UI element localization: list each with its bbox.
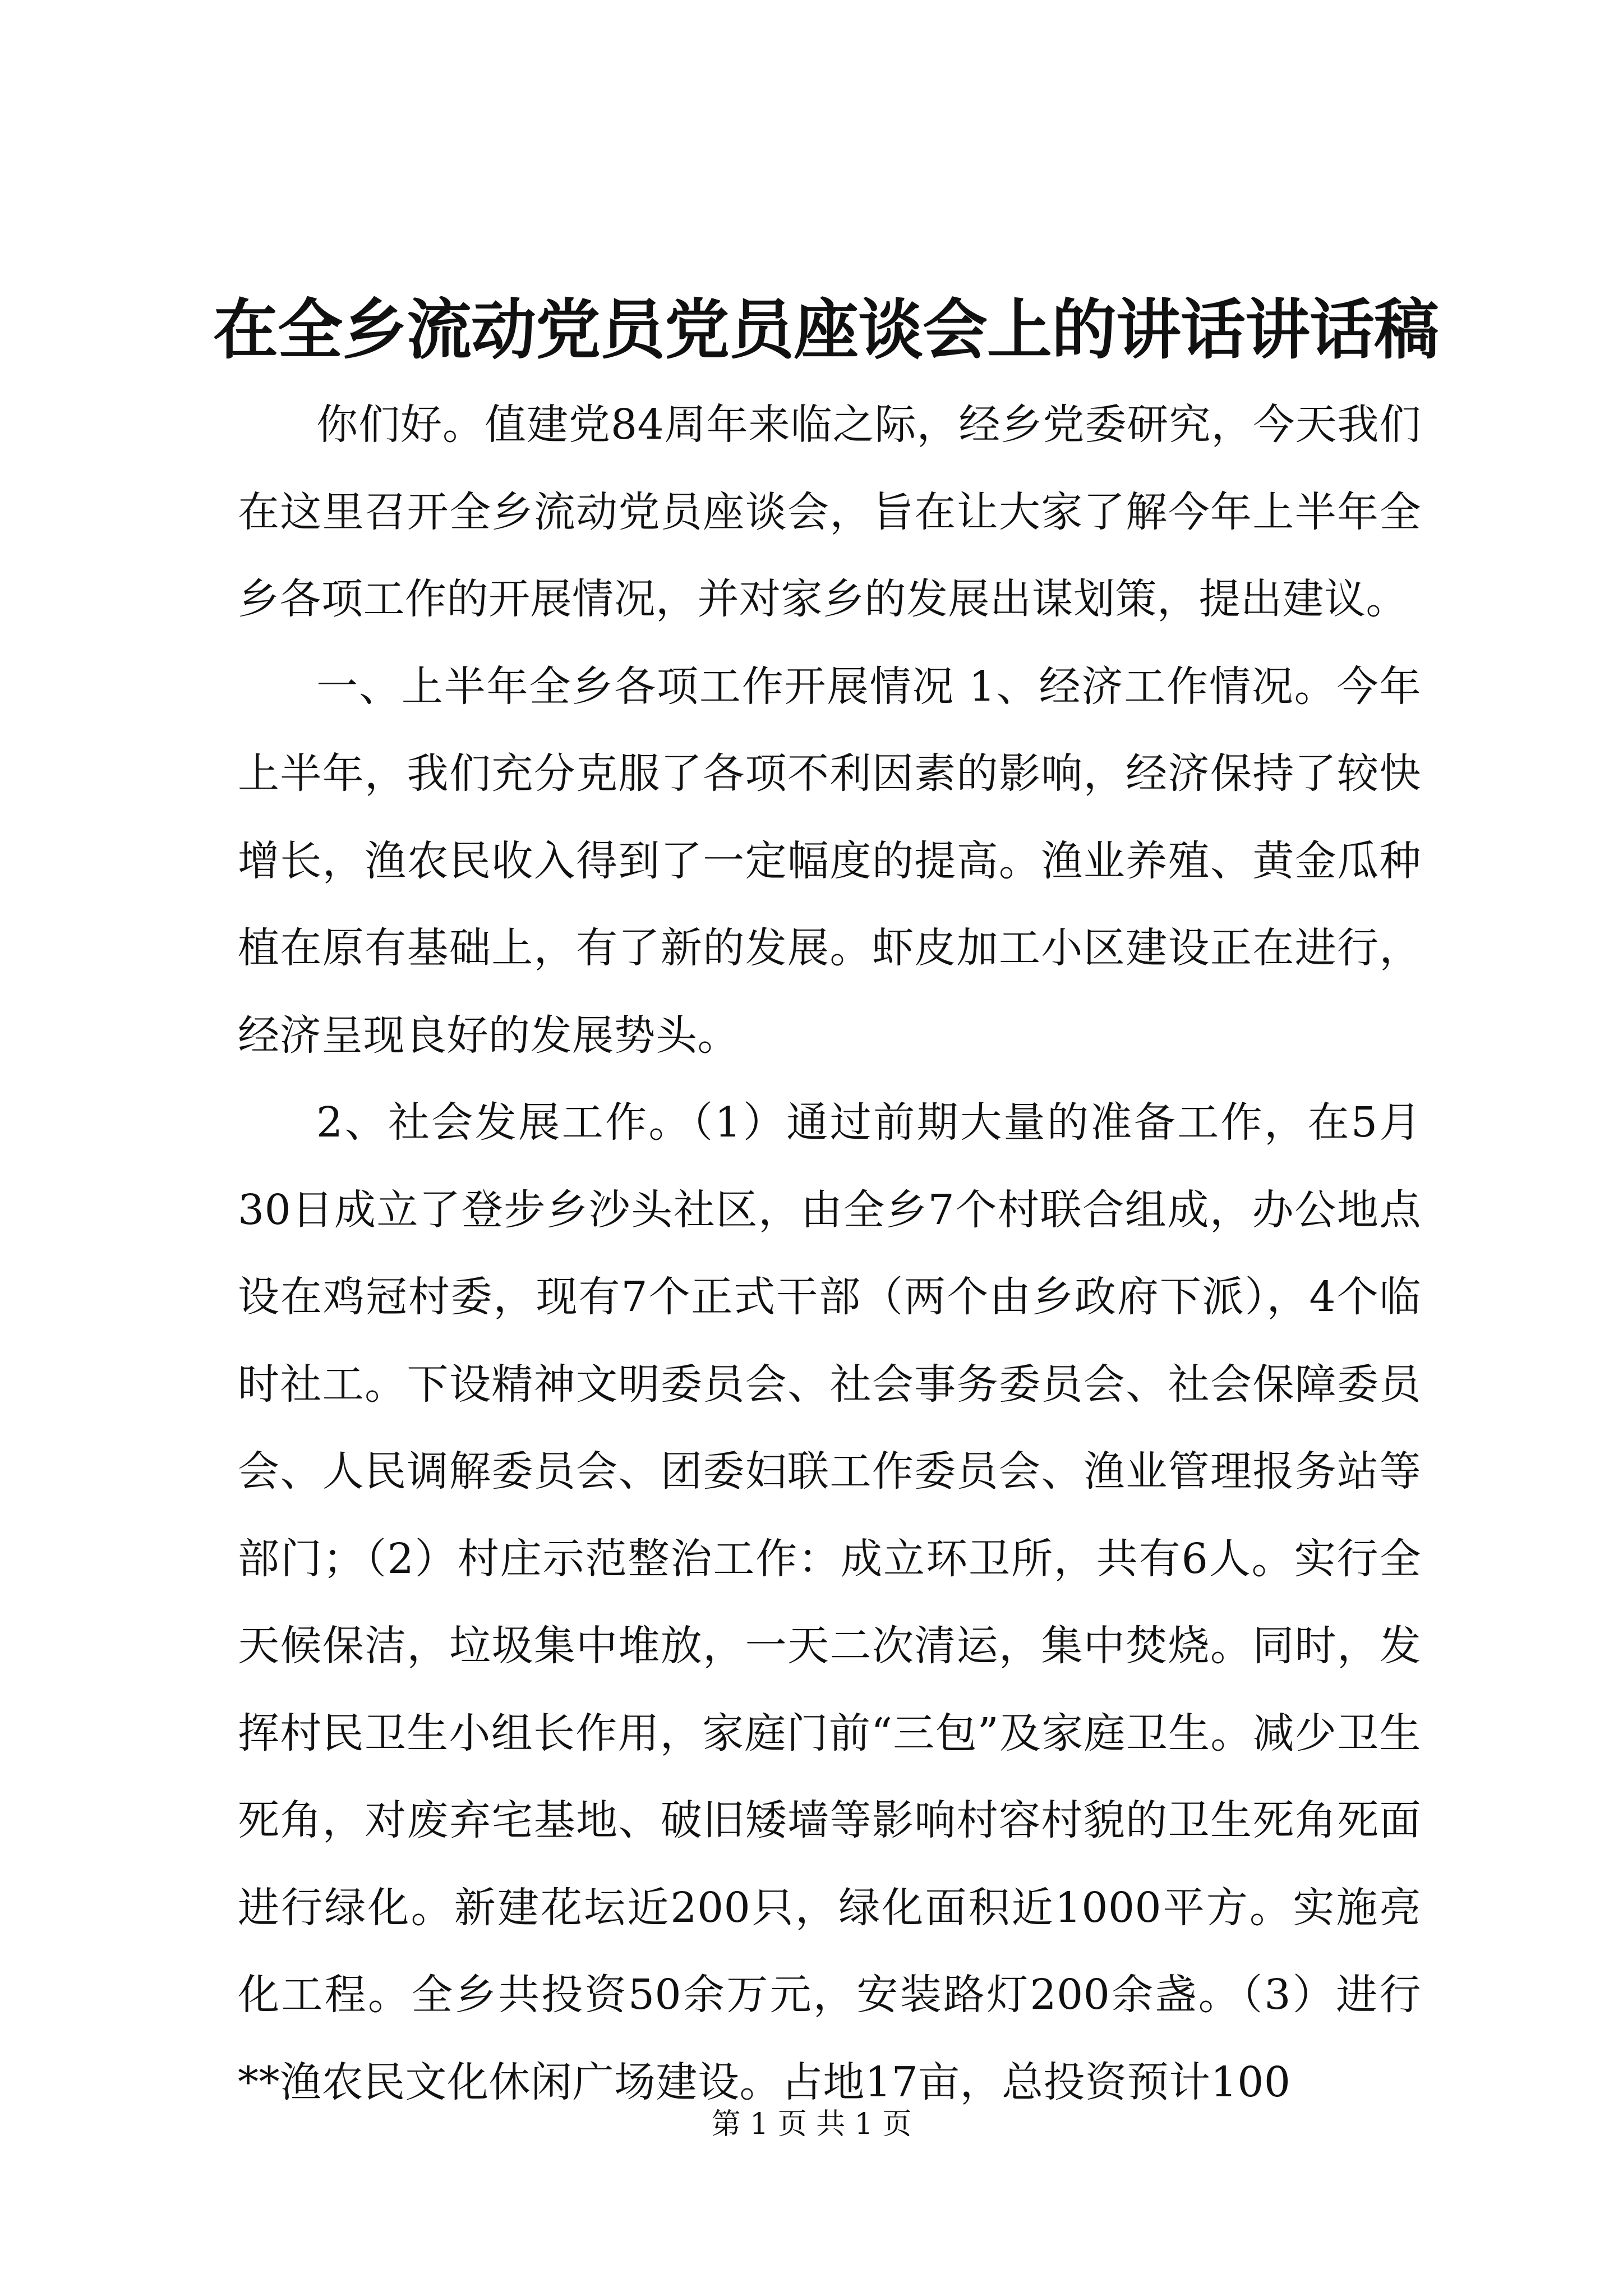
page-number-footer: 第 1 页 共 1 页 xyxy=(711,2108,912,2141)
document-title: 在全乡流动党员党员座谈会上的讲话讲话稿 xyxy=(213,292,1438,368)
paragraph-social-development: 2、社会发展工作。（1）通过前期大量的准备工作，在5月30日成立了登步乡沙头社区，由全乡7个村联合组成，办公地点设在鸡冠村委，现有7个正式干部（两个由乡政府下派），4个临时社工。下设精神文明委员会、社会事务委员会、社会保障委员会、人民调解委员会、团委妇联工作委员会、渔业管理报务站等部门；（2）村庄示范整治工作：成立环卫所，共有6人。实行全天候保洁，垃圾集中堆放，一天二次清运，集中焚烧。同时，发挥村民卫生小组长作用，家庭门前“三包”及家庭卫生。减少卫生死角，对废弃宅基地、破旧矮墙等影响村容村貌的卫生死角死面进行绿化。新建花坛近200只，绿化面积近1000平方。实施亮化工程。全乡共投资50余万元，安装路灯200余盏。（3）进行**渔农民文化休闲广场建设。占地17亩，总投资预计100 xyxy=(238,1098,1421,2106)
document-body xyxy=(238,381,1421,2126)
paragraph-economic-work: 一、上半年全乡各项工作开展情况 1、经济工作情况。今年上半年，我们充分克服了各项不利因素的影响，经济保持了较快增长，渔农民收入得到了一定幅度的提高。渔业养殖、黄金瓜种植在原有基础上，有了新的发展。虾皮加工小区建设正在进行，经济呈现良好的发展势头。 xyxy=(238,662,1421,1060)
paragraph-greeting: 你们好。值建党84周年来临之际，经乡党委研究，今天我们在这里召开全乡流动党员座谈会，旨在让大家了解今年上半年全乡各项工作的开展情况，并对家乡的发展出谋划策，提出建议。 xyxy=(238,401,1421,623)
